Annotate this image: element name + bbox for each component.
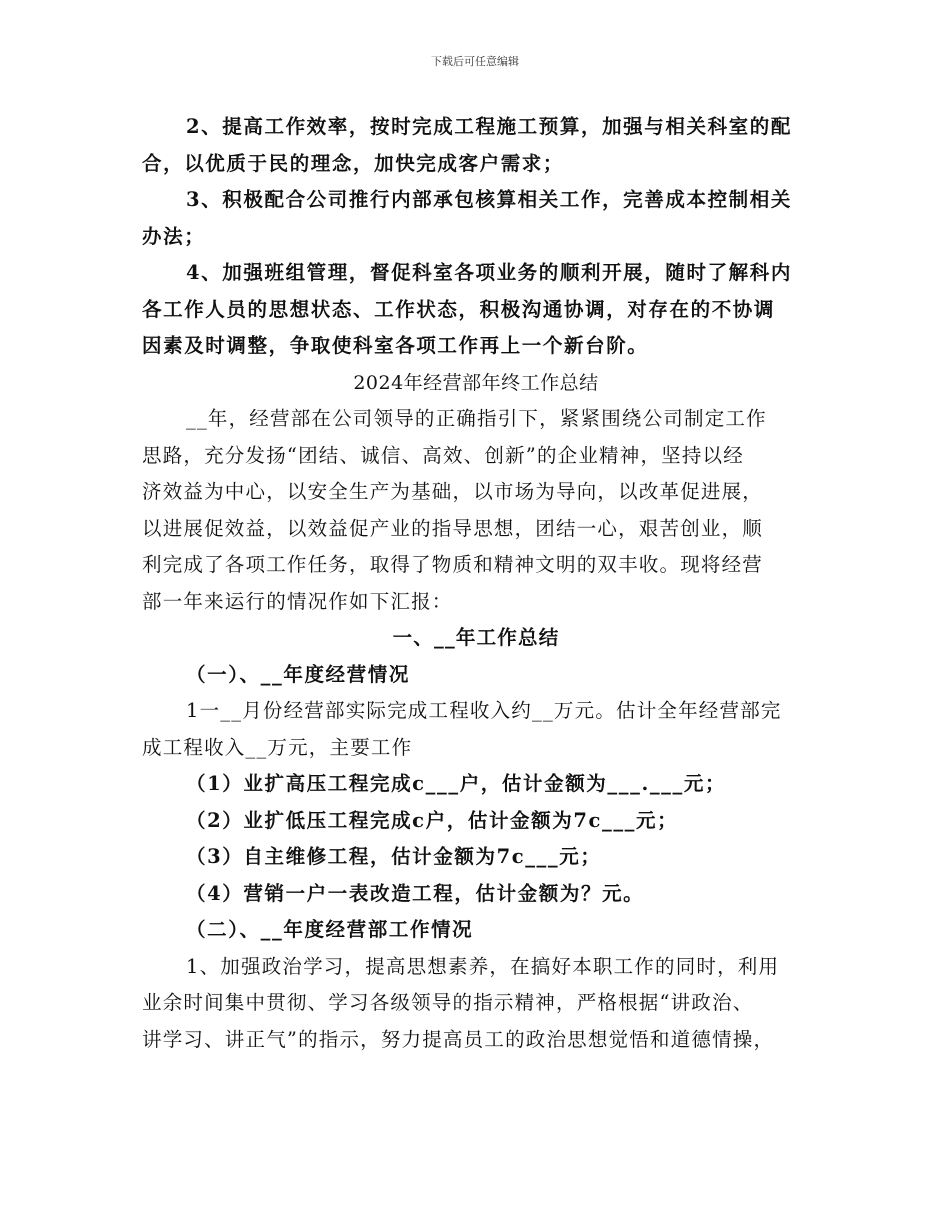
text-line: （一）、__年度经营情况 (186, 662, 410, 686)
text-line: （2）业扩低压工程完成c户，估计金额为7c___元； (186, 808, 679, 832)
text-line: 1、加强政治学习，提高思想素养，在搞好本职工作的同时，利用 (186, 954, 780, 978)
document-body (142, 109, 810, 1058)
text-line: 济效益为中心，以安全生产为基础，以市场为导向，以改革促进展， (142, 480, 764, 503)
text-line: 合，以优质于民的理念，加快完成客户需求； (142, 151, 565, 175)
text-line: （二）、__年度经营部工作情况 (186, 918, 474, 941)
text-line: 利完成了各项工作任务，取得了物质和精神文明的双丰收。现将经营 (142, 553, 764, 576)
text-line: 办法； (142, 224, 206, 248)
text-line: 各工作人员的思想状态、工作状态，积极沟通协调，对存在的不协调 (142, 297, 776, 321)
text-line: 成工程收入__万元，主要工作 (142, 735, 413, 759)
text-line: 因素及时调整，争取使科室各项工作再上一个新台阶。 (142, 334, 649, 357)
text-line: 4、加强班组管理，督促科室各项业务的顺利开展，随时了解科内 (186, 261, 792, 284)
text-line: 2、提高工作效率，按时完成工程施工预算，加强与相关科室的配 (186, 115, 792, 138)
text-line: 部一年来运行的情况作如下汇报： (142, 589, 453, 613)
text-line: 思路，充分发扬“团结、诚信、高效、创新”的企业精神，坚持以经 (142, 443, 744, 467)
page-header-note: 下载后可任意编辑 (431, 55, 519, 68)
text-line: （1）业扩高压工程完成c___户，估计金额为___.___元； (186, 772, 727, 795)
text-line: 1一__月份经营部实际完成工程收入约__万元。估计全年经营部完 (186, 699, 782, 722)
document-title: 2024年经营部年终工作总结 (353, 371, 599, 394)
text-line: 3、积极配合公司推行内部承包核算相关工作，完善成本控制相关 (186, 188, 792, 211)
text-line: （3）自主维修工程，估计金额为7c___元； (186, 845, 602, 868)
text-line: （4）营销一户一表改造工程，估计金额为？元。 (186, 881, 645, 905)
text-line: 讲学习、讲正气”的指示，努力提高员工的政治思想觉悟和道德情操， (142, 1027, 775, 1051)
text-line: __年，经营部在公司领导的正确指引下，紧紧围绕公司制定工作 (186, 407, 767, 430)
text-line: 以进展促效益，以效益促产业的指导思想，团结一心，艰苦创业，顺 (142, 516, 764, 540)
section-heading: 一、__年工作总结 (392, 626, 560, 649)
text-line: 业余时间集中贯彻、学习各级领导的指示精神，严格根据“讲政治、 (142, 991, 754, 1014)
